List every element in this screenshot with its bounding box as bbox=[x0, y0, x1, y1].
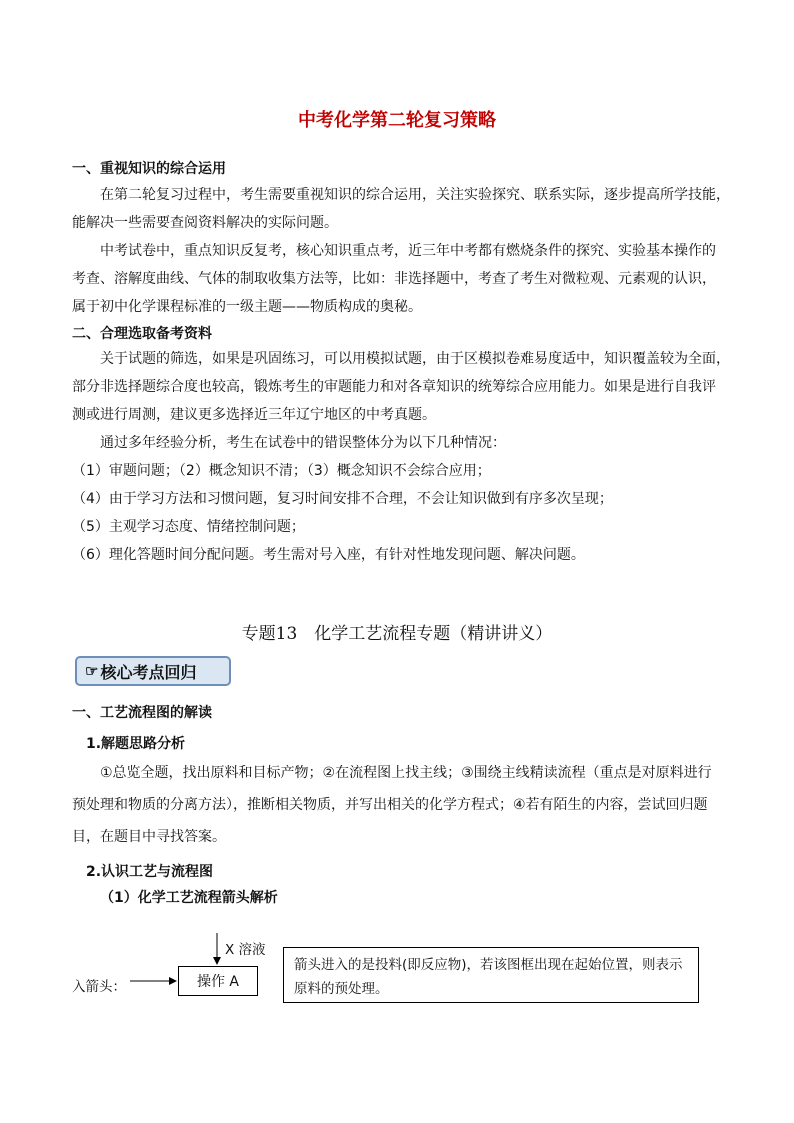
top-arrow-label: X 溶液 bbox=[225, 942, 266, 958]
badge-label: 核心考点回归 bbox=[100, 662, 197, 682]
section-1-line: 中考试卷中，重点知识反复考，核心知识重点考，近三年中考都有燃烧条件的探究、实验基本操作的 bbox=[100, 243, 716, 259]
section-2-line: （5）主观学习态度、情绪控制问题； bbox=[72, 519, 305, 535]
section-2-line: 测或进行周测，建议更多选择近三年辽宁地区的中考真题。 bbox=[72, 407, 436, 423]
description-box: 箭头进入的是投料(即反应物)，若该图框出现在起始位置，则表示原料的预处理。 bbox=[283, 947, 699, 1003]
operation-box: 操作 A bbox=[178, 966, 258, 996]
left-arrow-label: 入箭头： bbox=[72, 979, 126, 995]
sub1-line: 目，在题目中寻找答案。 bbox=[72, 829, 226, 845]
section-2-line: 通过多年经验分析，考生在试卷中的错误整体分为以下几种情况： bbox=[100, 435, 506, 451]
subheading-1: 1.解题思路分析 bbox=[86, 736, 186, 752]
section-1-line: 能解决一些需要查阅资料解决的实际问题。 bbox=[72, 215, 338, 231]
subheading-2: 2.认识工艺与流程图 bbox=[86, 864, 214, 880]
section-2-line: （6）理化答题时间分配问题。考生需对号入座，有针对性地发现问题、解决问题。 bbox=[72, 547, 585, 563]
section-2-line: 关于试题的筛选，如果是巩固练习，可以用模拟试题，由于区模拟卷难易度适中，知识覆盖较为全面， bbox=[100, 351, 730, 367]
section-2-heading: 二、合理选取备考资料 bbox=[72, 326, 212, 342]
topic-title: 专题13 化学工艺流程专题（精讲讲义） bbox=[241, 624, 553, 644]
part-1-heading: 一、工艺流程图的解读 bbox=[72, 705, 212, 721]
section-2-line: （1）审题问题；（2）概念知识不清；（3）概念知识不会综合应用； bbox=[72, 463, 491, 479]
section-1-heading: 一、重视知识的综合运用 bbox=[72, 161, 226, 177]
section-1-line: 考查、溶解度曲线、气体的制取收集方法等，比如：非选择题中，考查了考生对微粒观、元素观的认识， bbox=[72, 271, 716, 287]
section-2-line: 部分非选择题综合度也较高，锻炼考生的审题能力和对各章知识的统筹综合应用能力。如果是进行自我评 bbox=[72, 379, 716, 395]
section-1-line: 在第二轮复习过程中，考生需要重视知识的综合运用，关注实验探究、联系实际，逐步提高所学技能， bbox=[100, 187, 730, 203]
sub1-line: ①总览全题，找出原料和目标产物；②在流程图上找主线；③围绕主线精读流程（重点是对原料进行 bbox=[100, 765, 712, 781]
pointing-hand-icon: ☞ bbox=[85, 662, 99, 680]
section-1-line: 属于初中化学课程标准的一级主题——物质构成的奥秘。 bbox=[72, 299, 422, 315]
section-2-line: （4）由于学习方法和习惯问题，复习时间安排不合理，不会让知识做到有序多次呈现； bbox=[72, 491, 613, 507]
page-title: 中考化学第二轮复习策略 bbox=[298, 110, 496, 131]
sub1-line: 预处理和物质的分离方法），推断相关物质，并写出相关的化学方程式；④若有陌生的内容，尝试回归题 bbox=[72, 797, 708, 813]
subheading-2-1: （1）化学工艺流程箭头解析 bbox=[100, 890, 278, 906]
